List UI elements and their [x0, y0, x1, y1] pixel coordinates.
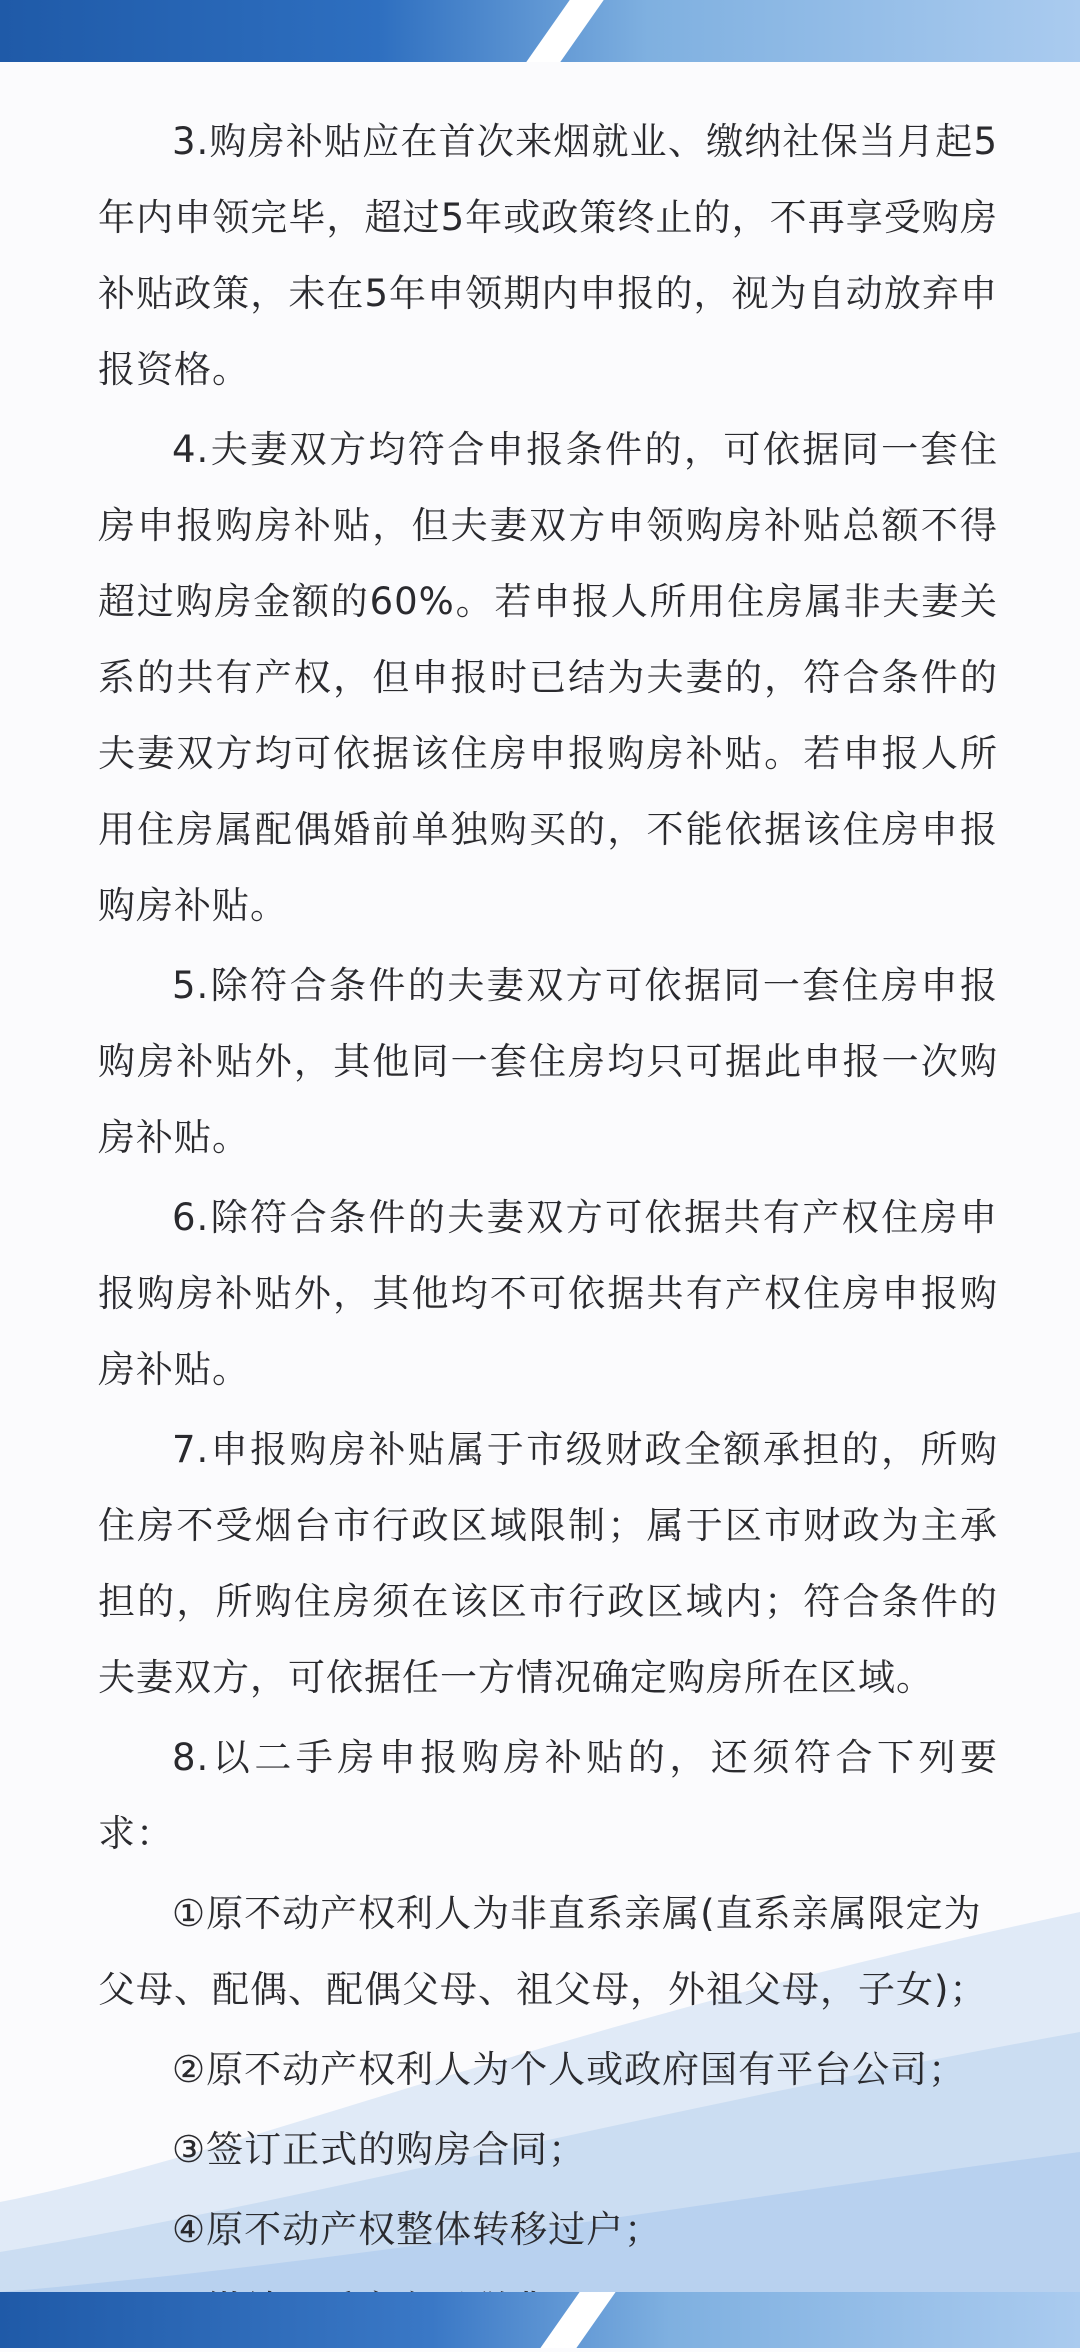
banner-slash-decoration [526, 0, 603, 62]
paragraph-6: 6.除符合条件的夫妻双方可依据共有产权住房申报购房补贴外，其他均不可依据共有产权住房申报购房补贴。 [98, 1196, 998, 1391]
top-banner [0, 0, 1080, 62]
paragraph-5: 5.除符合条件的夫妻双方可依据同一套住房申报购房补贴外，其他同一套住房均只可据此申报一次购房补贴。 [98, 964, 998, 1159]
requirement-item-3: ③签订正式的购房合同； [172, 2128, 587, 2171]
paragraph-3: 3.购房补贴应在首次来烟就业、缴纳社保当月起5年内申领完毕，超过5年或政策终止的，不再享受购房补贴政策，未在5年申领期内申报的，视为自动放弃申报资格。 [98, 120, 998, 391]
banner-slash-decoration [540, 2292, 615, 2348]
requirement-item-4: ④原不动产权整体转移过户； [172, 2208, 663, 2251]
paragraph-7: 7.申报购房补贴属于市级财政全额承担的，所购住房不受烟台市行政区域限制；属于区市财政为主承担的，所购住房须在该区市行政区域内；符合条件的夫妻双方，可依据任一方情况确定购房所在区域。 [98, 1428, 998, 1699]
bottom-banner [0, 2292, 1080, 2348]
paragraph-4: 4.夫妻双方均符合申报条件的，可依据同一套住房申报购房补贴，但夫妻双方申领购房补贴总额不得超过购房金额的60%。若申报人所用住房属非夫妻关系的共有产权，但申报时已结为夫妻的，符合条件的夫妻双方均可依据该住房申报购房补贴。若申报人所用住房属配偶婚前单独购买的，不能依据该住房申报购房补贴。 [98, 428, 998, 927]
requirement-item-1: ①原不动产权利人为非直系亲属(直系亲属限定为父母、配偶、配偶父母、祖父母，外祖父母，子女)； [98, 1892, 988, 2011]
paragraph-8: 8.以二手房申报购房补贴的，还须符合下列要求： [98, 1736, 998, 1855]
document-body [98, 104, 998, 2352]
requirement-item-2: ②原不动产权利人为个人或政府国有平台公司； [172, 2048, 967, 2091]
